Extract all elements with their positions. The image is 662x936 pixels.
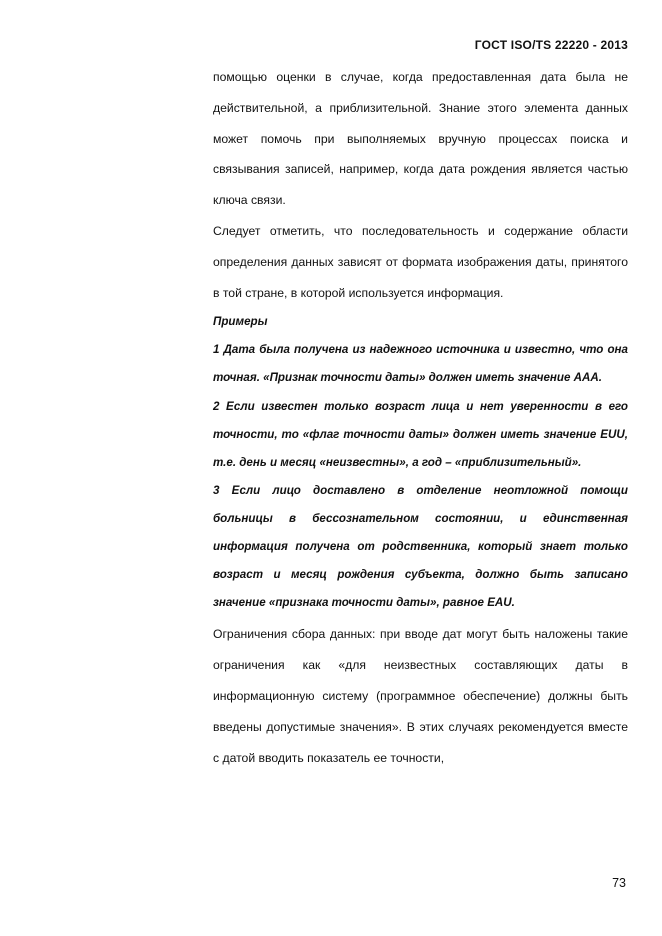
paragraph-2: Следует отметить, что последовательность и содержание области определения данных зависят от формата изображения даты, принятого в той стране, в которой используется информация. (213, 223, 628, 300)
example-3: 3 Если лицо доставлено в отделение неотложной помощи больницы в бессознательном состоянии, и единственная информация получена от родственника, который знает только возраст и месяц рождения субъекта, должно быть записано значение «признака точности даты», равное EAU. (213, 483, 628, 610)
example-1: 1 Дата была получена из надежного источника и известно, что она точная. «Признак точности даты» должен иметь значение AAA. (213, 343, 628, 385)
paragraph-3: Ограничения сбора данных: при вводе дат могут быть наложены такие ограничения как «для неизвестных составляющих даты в информационную систему (программное обеспечение) должны быть введены допустимые значения». В этих случаях рекомендуется вместе с датой вводить показатель ее точности, (213, 627, 628, 765)
document-header: ГОСТ ISO/TS 22220 - 2013 (474, 38, 628, 52)
example-2: 2 Если известен только возраст лица и нет уверенности в его точности, то «флаг точности даты» должен иметь значение EUU, т.е. день и месяц «неизвестны», а год – «приблизительный». (213, 399, 628, 469)
page-body (213, 62, 628, 773)
paragraph-1: помощью оценки в случае, когда предоставленная дата была не действительной, а приблизительной. Знание этого элемента данных может помочь при выполняемых вручную процессах поиска и связывания записей, например, когда дата рождения является частью ключа связи. (213, 70, 628, 208)
page-number: 73 (612, 876, 626, 890)
examples-heading: Примеры (213, 315, 268, 329)
